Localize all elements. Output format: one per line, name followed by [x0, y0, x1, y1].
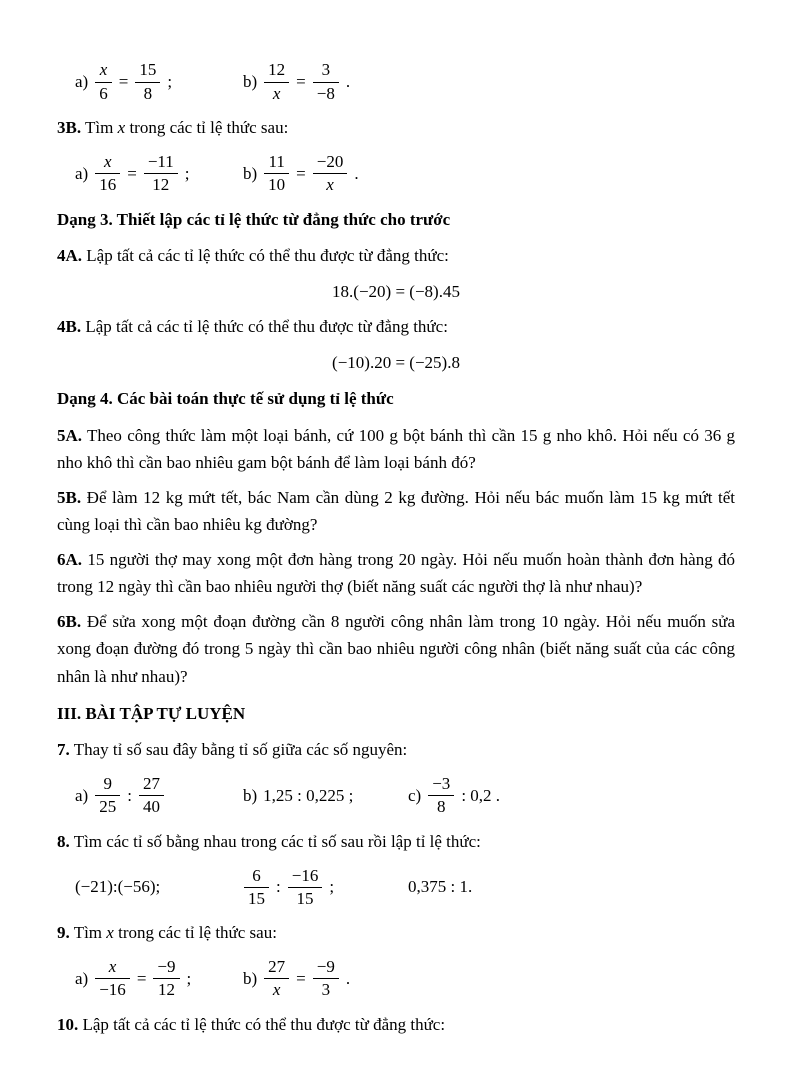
punctuation: .: [345, 968, 351, 988]
fraction-denominator: 8: [143, 83, 153, 103]
fraction: [95, 152, 120, 195]
fraction: [144, 152, 178, 195]
problem-text: Lập tất cả các tỉ lệ thức có thể thu được từ đẳng thức:: [85, 317, 448, 337]
problem-text: Thay tỉ số sau đây bằng tỉ số giữa các số nguyên:: [73, 740, 408, 760]
equation-item-b: [240, 60, 353, 103]
fraction-denominator: −16: [99, 980, 126, 1000]
problem-4a: [57, 242, 735, 270]
fraction-numerator: 6: [244, 866, 269, 888]
problem-3b: [57, 114, 735, 142]
problem-label: 5A.: [57, 425, 83, 445]
punctuation: .: [345, 72, 351, 91]
section-heading-dang3: Dạng 3. Thiết lập các tỉ lệ thức từ đẳng thức cho trước: [57, 209, 451, 229]
fraction: [264, 60, 289, 103]
fraction-denominator: 8: [437, 797, 446, 817]
problem-label: 5B.: [57, 487, 82, 507]
problem-5a: [57, 422, 735, 477]
equals-sign: =: [118, 72, 129, 91]
problem-6b: [57, 608, 735, 691]
problem-label: 6B.: [57, 611, 82, 631]
equation-item-b: [240, 957, 353, 1000]
fraction-numerator: −9: [313, 957, 339, 979]
problem-label: 8.: [57, 831, 70, 851]
equation-item-a: [72, 774, 240, 817]
problem-8: [57, 828, 735, 856]
fraction-numerator: −16: [288, 866, 323, 888]
item-label: c): [408, 785, 422, 805]
equals-sign: =: [127, 163, 137, 183]
ratio-text: 0,375 : 1.: [408, 877, 473, 897]
ratio-text: 1,25 : 0,225 ;: [263, 785, 354, 805]
item-label: a): [75, 968, 89, 988]
item-label: b): [243, 72, 258, 91]
item-label: a): [75, 72, 89, 91]
item-label: b): [243, 968, 258, 988]
punctuation: .: [354, 163, 359, 183]
punctuation: ;: [329, 877, 335, 897]
fraction-numerator: 15: [135, 60, 160, 82]
fraction: [264, 152, 289, 195]
fraction-numerator: 3: [313, 60, 339, 82]
fraction-numerator: 9: [95, 774, 120, 796]
fraction: [244, 866, 269, 909]
fraction-denominator: 15: [296, 888, 314, 908]
item-label: a): [75, 785, 89, 805]
problem-label: 9.: [57, 923, 70, 943]
fraction: [288, 866, 323, 909]
equation-row-7: [72, 773, 735, 819]
fraction-numerator: x: [95, 957, 130, 979]
fraction-numerator: x: [95, 60, 112, 82]
fraction-denominator: x: [272, 980, 281, 1000]
equation-item-c: [405, 774, 503, 817]
fraction: [153, 957, 179, 1000]
equation-row-3b: [72, 151, 735, 197]
ratio-item-1: [72, 877, 240, 897]
fraction-denominator: 6: [99, 83, 108, 103]
fraction-numerator: −11: [144, 152, 178, 174]
punctuation: ;: [184, 163, 190, 183]
problem-text: Lập tất cả các tỉ lệ thức có thể thu được từ đẳng thức:: [86, 246, 449, 266]
equation-item-b: [240, 152, 362, 195]
fraction-numerator: −9: [153, 957, 179, 979]
equals-sign: =: [296, 968, 306, 988]
fraction-denominator: 12: [157, 980, 175, 1000]
problem-7: [57, 736, 735, 764]
problem-text: Tìm: [73, 923, 103, 943]
colon-sign: :: [276, 877, 281, 897]
fraction: [95, 60, 112, 103]
fraction: [264, 957, 289, 1000]
fraction-denominator: 12: [152, 175, 170, 195]
problem-text: trong các tỉ lệ thức sau:: [118, 923, 277, 943]
punctuation: ;: [186, 968, 192, 988]
section-heading-dang4: Dạng 4. Các bài toán thực tế sử dụng tỉ lệ thức: [57, 389, 394, 409]
equation-item-a: [72, 60, 240, 103]
section-heading-iii: III. BÀI TẬP TỰ LUYỆN: [57, 703, 246, 723]
problem-text: 15 người thợ may xong một đơn hàng trong 20 ngày. Hỏi nếu muốn hoàn thành đơn hàng đó trong 12 ngày thì cần bao nhiêu người thợ (biết năng suất các người thợ là như nhau)?: [57, 549, 736, 597]
problem-4b: [57, 313, 735, 341]
fraction: [313, 152, 348, 195]
equation-row-2ab: [72, 59, 735, 105]
problem-label: 7.: [57, 740, 70, 760]
fraction-numerator: −20: [313, 152, 348, 174]
fraction-denominator: 10: [268, 175, 286, 195]
problem-6a: [57, 546, 735, 601]
problem-9: [57, 919, 735, 947]
fraction-denominator: x: [326, 175, 334, 195]
item-label: b): [243, 785, 258, 805]
problem-text: Tìm các tỉ số bằng nhau trong các tỉ số sau rồi lập tỉ lệ thức:: [73, 831, 481, 851]
equation-item-b: [240, 786, 405, 806]
equation-centered-4a: 18.(−20) = (−8).45: [332, 281, 460, 301]
item-label: b): [243, 163, 258, 183]
problem-text: Để làm 12 kg mứt tết, bác Nam cần dùng 2 kg đường. Hỏi nếu bác muốn làm 15 kg mứt tết cùng loại thì cần bao nhiêu kg đường?: [57, 487, 736, 535]
problem-label: 10.: [57, 1014, 79, 1034]
problem-label: 4B.: [57, 317, 82, 337]
fraction: [139, 774, 164, 817]
problem-label: 3B.: [57, 118, 82, 137]
fraction-numerator: x: [95, 152, 120, 174]
problem-10: [57, 1011, 735, 1039]
problem-text: Theo công thức làm một loại bánh, cứ 100 g bột bánh thì cần 15 g nho khô. Hỏi nếu có 36 g nho khô thì cần bao nhiêu gam bột bánh để làm loại bánh đó?: [57, 425, 735, 473]
punctuation: ;: [167, 72, 173, 91]
equals-sign: =: [296, 163, 306, 183]
fraction-denominator: −8: [316, 83, 335, 103]
variable-x: x: [106, 923, 114, 943]
ratio-text: : 0,2 .: [461, 785, 501, 805]
fraction: [95, 774, 120, 817]
fraction-numerator: −3: [428, 774, 454, 796]
equals-sign: =: [136, 968, 147, 988]
fraction: [313, 957, 339, 1000]
problem-label: 4A.: [57, 246, 83, 266]
problem-5b: [57, 484, 735, 539]
fraction-numerator: 27: [264, 957, 289, 979]
fraction: [135, 60, 160, 103]
fraction-numerator: 27: [139, 774, 164, 796]
fraction: [313, 60, 339, 103]
fraction-denominator: x: [272, 83, 281, 103]
equation-item-a: [72, 957, 240, 1000]
colon-sign: :: [127, 785, 132, 805]
equation-row-9: [72, 956, 735, 1002]
fraction: [95, 957, 130, 1000]
problem-text: trong các tỉ lệ thức sau:: [129, 118, 289, 137]
equation-centered-4b: (−10).20 = (−25).8: [332, 352, 460, 372]
ratio-item-3: [405, 877, 475, 897]
fraction-denominator: 16: [99, 175, 117, 195]
fraction-denominator: 40: [142, 797, 160, 817]
ratio-text: (−21):(−56);: [75, 877, 161, 897]
fraction-numerator: 12: [264, 60, 289, 82]
fraction-numerator: 11: [264, 152, 289, 174]
fraction-denominator: 3: [321, 980, 331, 1000]
ratio-item-2: [240, 866, 405, 909]
fraction: [428, 774, 454, 817]
problem-text: Lập tất cả các tỉ lệ thức có thể thu được từ đẳng thức:: [82, 1014, 446, 1034]
fraction-denominator: 15: [248, 888, 265, 908]
fraction-denominator: 25: [99, 797, 117, 817]
problem-text: Tìm: [85, 118, 114, 137]
variable-x: x: [117, 118, 126, 137]
equals-sign: =: [296, 72, 306, 91]
item-label: a): [75, 163, 89, 183]
equation-row-8: [72, 864, 735, 910]
problem-text: Để sửa xong một đoạn đường cần 8 người công nhân làm trong 10 ngày. Hỏi nếu muốn sửa xong đoạn đường đó trong 5 ngày thì cần bao nhiêu người công nhân (biết năng suất của các công nhân là như nhau)?: [57, 611, 736, 686]
equation-item-a: [72, 152, 240, 195]
problem-label: 6A.: [57, 549, 83, 569]
